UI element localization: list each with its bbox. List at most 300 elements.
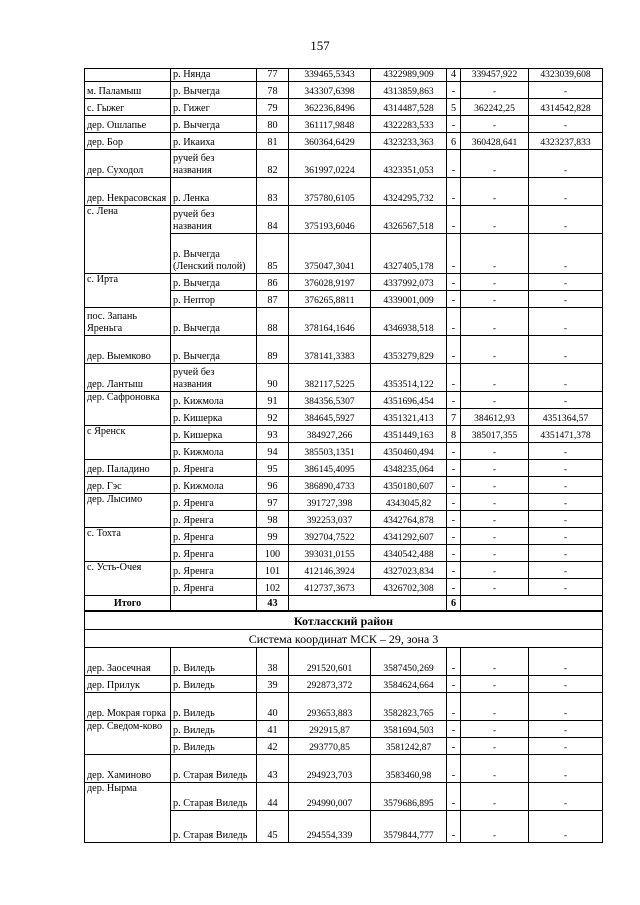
table-row	[85, 693, 603, 721]
table-row	[85, 206, 603, 234]
point-y-cell: -	[529, 116, 603, 133]
river-cell: р. Кижмола	[171, 392, 257, 409]
site-number-cell: 85	[257, 234, 289, 274]
table-row	[85, 392, 603, 409]
coord-x-cell: 361117,9848	[289, 116, 371, 133]
site-number-cell: 100	[257, 545, 289, 562]
point-number-cell: -	[447, 755, 461, 783]
coord-y-cell: 3584624,664	[371, 676, 447, 693]
point-number-cell: -	[447, 291, 461, 308]
coordinate-system-row	[85, 630, 603, 648]
table-row	[85, 460, 603, 477]
point-x-cell: -	[461, 460, 529, 477]
site-number-cell: 80	[257, 116, 289, 133]
river-cell: р. Яренга	[171, 460, 257, 477]
coord-y-cell: 4353514,122	[371, 364, 447, 392]
river-cell: р. Виледь	[171, 693, 257, 721]
point-number-cell: 6	[447, 133, 461, 150]
district-title: Котласский район	[85, 611, 603, 630]
point-number-cell: -	[447, 693, 461, 721]
settlement-cell: с. Лена	[85, 206, 171, 274]
site-number-cell: 42	[257, 738, 289, 755]
point-number-cell: -	[447, 494, 461, 511]
point-x-cell: -	[461, 150, 529, 178]
coord-x-cell: 384645,5927	[289, 409, 371, 426]
coord-y-cell: 4339001,009	[371, 291, 447, 308]
coord-y-cell: 4322283,533	[371, 116, 447, 133]
river-cell: р. Ленка	[171, 178, 257, 206]
coord-x-cell: 294554,339	[289, 811, 371, 843]
site-number-cell: 84	[257, 206, 289, 234]
settlement-cell: с Яренск	[85, 426, 171, 460]
point-y-cell: -	[529, 755, 603, 783]
table-row	[85, 494, 603, 511]
table-row	[85, 477, 603, 494]
settlement-cell	[85, 69, 171, 82]
site-number-cell: 38	[257, 648, 289, 676]
settlement-cell: дер. Гэс	[85, 477, 171, 494]
point-x-cell: -	[461, 721, 529, 738]
coord-y-cell: 4322989,909	[371, 69, 447, 82]
point-x-cell: -	[461, 274, 529, 291]
site-number-cell: 39	[257, 676, 289, 693]
table-row	[85, 82, 603, 99]
river-cell: р. Кишерка	[171, 409, 257, 426]
point-y-cell: -	[529, 291, 603, 308]
point-x-cell: 360428,641	[461, 133, 529, 150]
table-row	[85, 648, 603, 676]
coord-x-cell: 386890,4733	[289, 477, 371, 494]
coord-x-cell: 293770,85	[289, 738, 371, 755]
point-y-cell: 4351364,57	[529, 409, 603, 426]
site-number-cell: 79	[257, 99, 289, 116]
site-number-cell: 93	[257, 426, 289, 443]
table-row	[85, 755, 603, 783]
point-number-cell: 4	[447, 69, 461, 82]
coord-x-cell: 382117,5225	[289, 364, 371, 392]
site-number-cell: 78	[257, 82, 289, 99]
river-cell: р. Яренга	[171, 545, 257, 562]
point-y-cell: -	[529, 178, 603, 206]
coord-y-cell: 4326702,308	[371, 579, 447, 596]
total-blank	[289, 596, 447, 612]
table-row	[85, 364, 603, 392]
point-number-cell: -	[447, 82, 461, 99]
coord-y-cell: 4342764,878	[371, 511, 447, 528]
point-number-cell: 8	[447, 426, 461, 443]
site-number-cell: 89	[257, 336, 289, 364]
point-number-cell: -	[447, 562, 461, 579]
coord-y-cell: 3579686,895	[371, 783, 447, 811]
coord-y-cell: 4351449,163	[371, 426, 447, 443]
coord-y-cell: 4327023,834	[371, 562, 447, 579]
site-number-cell: 83	[257, 178, 289, 206]
coord-y-cell: 4350460,494	[371, 443, 447, 460]
point-x-cell: -	[461, 511, 529, 528]
coord-x-cell: 385503,1351	[289, 443, 371, 460]
site-number-cell: 102	[257, 579, 289, 596]
coord-y-cell: 4341292,607	[371, 528, 447, 545]
coord-y-cell: 4343045,82	[371, 494, 447, 511]
coord-y-cell: 4323351,053	[371, 150, 447, 178]
river-cell: р. Вычегда	[171, 116, 257, 133]
river-cell: р. Кижмола	[171, 443, 257, 460]
point-y-cell: -	[529, 234, 603, 274]
settlement-cell: дер. Паладино	[85, 460, 171, 477]
site-number-cell: 81	[257, 133, 289, 150]
coord-x-cell: 343307,6398	[289, 82, 371, 99]
table-row	[85, 150, 603, 178]
coord-y-cell: 4351321,413	[371, 409, 447, 426]
point-y-cell: -	[529, 528, 603, 545]
table-row	[85, 528, 603, 545]
settlement-cell: дер. Суходол	[85, 150, 171, 178]
settlement-cell: дер. Ошлапье	[85, 116, 171, 133]
point-x-cell: -	[461, 116, 529, 133]
river-cell: р. Икаиха	[171, 133, 257, 150]
river-cell: р. Кишерка	[171, 426, 257, 443]
point-x-cell: -	[461, 364, 529, 392]
site-number-cell: 41	[257, 721, 289, 738]
point-x-cell: -	[461, 579, 529, 596]
point-y-cell: -	[529, 336, 603, 364]
point-y-cell: -	[529, 562, 603, 579]
point-number-cell: -	[447, 392, 461, 409]
site-number-cell: 88	[257, 308, 289, 336]
point-y-cell: -	[529, 738, 603, 755]
point-x-cell: -	[461, 562, 529, 579]
point-number-cell: -	[447, 150, 461, 178]
table-row	[85, 426, 603, 443]
river-cell: р. Яренга	[171, 562, 257, 579]
coord-y-cell: 4346938,518	[371, 308, 447, 336]
coord-y-cell: 3582823,765	[371, 693, 447, 721]
coord-x-cell: 376028,9197	[289, 274, 371, 291]
point-y-cell: -	[529, 511, 603, 528]
point-number-cell: -	[447, 676, 461, 693]
coord-y-cell: 4314487,528	[371, 99, 447, 116]
coord-y-cell: 4351696,454	[371, 392, 447, 409]
point-x-cell: -	[461, 545, 529, 562]
point-y-cell: -	[529, 579, 603, 596]
table-row	[85, 562, 603, 579]
site-number-cell: 77	[257, 69, 289, 82]
river-cell: р. Виледь	[171, 721, 257, 738]
coord-y-cell: 4323233,363	[371, 133, 447, 150]
coordinate-system-title: Система координат МСК – 29, зона 3	[85, 630, 603, 648]
river-cell: р. Яренга	[171, 579, 257, 596]
table-row	[85, 133, 603, 150]
site-number-cell: 95	[257, 460, 289, 477]
coord-y-cell: 3581242,87	[371, 738, 447, 755]
total-blank	[461, 596, 603, 612]
coord-x-cell: 412737,3673	[289, 579, 371, 596]
point-y-cell: -	[529, 648, 603, 676]
point-x-cell: -	[461, 738, 529, 755]
settlement-cell: дер. Выемково	[85, 336, 171, 364]
river-cell: р. Гижег	[171, 99, 257, 116]
river-cell: р. Виледь	[171, 676, 257, 693]
coord-y-cell: 4350180,607	[371, 477, 447, 494]
site-number-cell: 99	[257, 528, 289, 545]
site-number-cell: 101	[257, 562, 289, 579]
point-y-cell: -	[529, 443, 603, 460]
river-cell: р. Яренга	[171, 511, 257, 528]
river-cell: р. Вычегда (Ленский полой)	[171, 234, 257, 274]
site-number-cell: 44	[257, 783, 289, 811]
coord-y-cell: 4327405,178	[371, 234, 447, 274]
river-cell: ручей без названия	[171, 150, 257, 178]
coord-x-cell: 376265,8811	[289, 291, 371, 308]
point-number-cell: -	[447, 116, 461, 133]
coord-x-cell: 412146,3924	[289, 562, 371, 579]
total-row	[85, 596, 603, 612]
point-x-cell: 339457,922	[461, 69, 529, 82]
point-x-cell: -	[461, 392, 529, 409]
settlement-cell: дер. Нырма	[85, 783, 171, 843]
settlement-cell: с. Ирта	[85, 274, 171, 308]
point-number-cell: -	[447, 460, 461, 477]
river-cell: р. Виледь	[171, 648, 257, 676]
point-y-cell: -	[529, 721, 603, 738]
river-cell: р. Кижмола	[171, 477, 257, 494]
site-number-cell: 96	[257, 477, 289, 494]
point-y-cell: 4323039,608	[529, 69, 603, 82]
site-number-cell: 91	[257, 392, 289, 409]
coord-x-cell: 360364,6429	[289, 133, 371, 150]
point-number-cell: -	[447, 206, 461, 234]
page-number: 157	[310, 38, 330, 53]
point-number-cell: -	[447, 811, 461, 843]
point-x-cell: -	[461, 494, 529, 511]
point-x-cell: -	[461, 336, 529, 364]
point-number-cell: -	[447, 648, 461, 676]
coord-x-cell: 375047,3041	[289, 234, 371, 274]
point-x-cell: -	[461, 477, 529, 494]
point-y-cell: -	[529, 545, 603, 562]
coord-x-cell: 392704,7522	[289, 528, 371, 545]
point-y-cell: 4351471,378	[529, 426, 603, 443]
river-cell: ручей без названия	[171, 206, 257, 234]
settlement-cell: дер. Бор	[85, 133, 171, 150]
point-y-cell: -	[529, 150, 603, 178]
table-row	[85, 676, 603, 693]
river-cell: р. Яренга	[171, 494, 257, 511]
river-cell: р. Виледь	[171, 738, 257, 755]
table-row	[85, 336, 603, 364]
point-number-cell: 5	[447, 99, 461, 116]
site-number-cell: 82	[257, 150, 289, 178]
coord-x-cell: 361997,0224	[289, 150, 371, 178]
point-x-cell: -	[461, 234, 529, 274]
settlement-cell: с. Гыжег	[85, 99, 171, 116]
coord-x-cell: 362236,8496	[289, 99, 371, 116]
point-x-cell: -	[461, 291, 529, 308]
site-number-cell: 45	[257, 811, 289, 843]
total-label: Итого	[85, 596, 171, 612]
river-cell: р. Старая Виледь	[171, 783, 257, 811]
river-cell: р. Яренга	[171, 528, 257, 545]
settlement-water-table	[84, 68, 603, 843]
point-x-cell: 384612,93	[461, 409, 529, 426]
site-number-cell: 90	[257, 364, 289, 392]
coord-x-cell: 293653,883	[289, 693, 371, 721]
point-y-cell: -	[529, 676, 603, 693]
point-number-cell: -	[447, 721, 461, 738]
point-y-cell: 4323237,833	[529, 133, 603, 150]
coord-y-cell: 3583460,98	[371, 755, 447, 783]
point-y-cell: -	[529, 274, 603, 291]
point-x-cell: -	[461, 783, 529, 811]
point-y-cell: -	[529, 460, 603, 477]
settlement-cell: дер. Заосечная	[85, 648, 171, 676]
point-y-cell: -	[529, 364, 603, 392]
point-number-cell: -	[447, 364, 461, 392]
point-number-cell: -	[447, 234, 461, 274]
site-number-cell: 87	[257, 291, 289, 308]
point-number-cell: -	[447, 783, 461, 811]
coord-x-cell: 384356,5307	[289, 392, 371, 409]
river-cell: р. Вычегда	[171, 308, 257, 336]
coord-y-cell: 4340542,488	[371, 545, 447, 562]
coord-x-cell: 375780,6105	[289, 178, 371, 206]
site-number-cell: 94	[257, 443, 289, 460]
coord-x-cell: 378141,3383	[289, 336, 371, 364]
point-number-cell: -	[447, 545, 461, 562]
coord-y-cell: 3587450,269	[371, 648, 447, 676]
point-y-cell: -	[529, 308, 603, 336]
point-number-cell: -	[447, 477, 461, 494]
point-y-cell: -	[529, 494, 603, 511]
settlement-cell: дер. Хаминово	[85, 755, 171, 783]
point-y-cell: -	[529, 82, 603, 99]
table-row	[85, 721, 603, 738]
total-count-points: 6	[447, 596, 461, 612]
site-number-cell: 86	[257, 274, 289, 291]
point-y-cell: -	[529, 392, 603, 409]
point-number-cell: -	[447, 443, 461, 460]
coord-x-cell: 384927,266	[289, 426, 371, 443]
river-cell: р. Старая Виледь	[171, 755, 257, 783]
table-row	[85, 178, 603, 206]
coord-y-cell: 4326567,518	[371, 206, 447, 234]
site-number-cell: 43	[257, 755, 289, 783]
point-x-cell: -	[461, 178, 529, 206]
point-x-cell: -	[461, 648, 529, 676]
point-number-cell: -	[447, 528, 461, 545]
coord-x-cell: 294990,007	[289, 783, 371, 811]
point-x-cell: 362242,25	[461, 99, 529, 116]
settlement-cell: дер. Прилук	[85, 676, 171, 693]
point-y-cell: -	[529, 783, 603, 811]
coord-y-cell: 4337992,073	[371, 274, 447, 291]
coord-x-cell: 378164,1646	[289, 308, 371, 336]
coord-x-cell: 294923,703	[289, 755, 371, 783]
point-number-cell: -	[447, 738, 461, 755]
settlement-cell: м. Паламыш	[85, 82, 171, 99]
settlement-cell: дер. Некрасовская	[85, 178, 171, 206]
settlement-cell: с. Тохта	[85, 528, 171, 562]
table-row	[85, 69, 603, 82]
point-y-cell: -	[529, 811, 603, 843]
coord-y-cell: 4348235,064	[371, 460, 447, 477]
table-row	[85, 99, 603, 116]
point-number-cell: -	[447, 511, 461, 528]
site-number-cell: 97	[257, 494, 289, 511]
site-number-cell: 98	[257, 511, 289, 528]
point-x-cell: -	[461, 693, 529, 721]
table-row	[85, 308, 603, 336]
coord-x-cell: 292873,372	[289, 676, 371, 693]
coord-y-cell: 4313859,863	[371, 82, 447, 99]
point-x-cell: -	[461, 676, 529, 693]
river-cell: р. Нептор	[171, 291, 257, 308]
point-x-cell: -	[461, 528, 529, 545]
coord-x-cell: 393031,0155	[289, 545, 371, 562]
table-row	[85, 274, 603, 291]
coord-x-cell: 292915,87	[289, 721, 371, 738]
settlement-cell: дер. Сафроновка	[85, 392, 171, 426]
settlement-cell: дер. Сведом-ково	[85, 721, 171, 755]
coord-y-cell: 4353279,829	[371, 336, 447, 364]
point-y-cell: -	[529, 477, 603, 494]
coord-x-cell: 392253,037	[289, 511, 371, 528]
river-cell: ручей без названия	[171, 364, 257, 392]
coord-x-cell: 375193,6046	[289, 206, 371, 234]
settlement-cell: дер. Лысимо	[85, 494, 171, 528]
point-number-cell: -	[447, 308, 461, 336]
coord-x-cell: 339465,5343	[289, 69, 371, 82]
settlement-cell: дер. Лантыш	[85, 364, 171, 392]
river-cell: р. Вычегда	[171, 82, 257, 99]
settlement-cell: дер. Мокрая горка	[85, 693, 171, 721]
site-number-cell: 40	[257, 693, 289, 721]
settlement-cell: с. Усть-Очея	[85, 562, 171, 596]
coord-x-cell: 391727,398	[289, 494, 371, 511]
point-y-cell: 4314542,828	[529, 99, 603, 116]
table-row	[85, 783, 603, 811]
point-x-cell: -	[461, 308, 529, 336]
point-x-cell: -	[461, 811, 529, 843]
river-cell: р. Няндa	[171, 69, 257, 82]
point-number-cell: -	[447, 579, 461, 596]
point-number-cell: -	[447, 178, 461, 206]
site-number-cell: 92	[257, 409, 289, 426]
point-number-cell: 7	[447, 409, 461, 426]
point-y-cell: -	[529, 693, 603, 721]
river-cell: р. Вычегда	[171, 274, 257, 291]
table-row	[85, 116, 603, 133]
total-blank	[171, 596, 257, 612]
total-count: 43	[257, 596, 289, 612]
river-cell: р. Вычегда	[171, 336, 257, 364]
river-cell: р. Старая Виледь	[171, 811, 257, 843]
district-header-row	[85, 611, 603, 630]
coord-y-cell: 4324295,732	[371, 178, 447, 206]
point-x-cell: -	[461, 82, 529, 99]
coord-y-cell: 3579844,777	[371, 811, 447, 843]
point-x-cell: -	[461, 443, 529, 460]
point-y-cell: -	[529, 206, 603, 234]
point-x-cell: 385017,355	[461, 426, 529, 443]
point-x-cell: -	[461, 755, 529, 783]
settlement-cell: пос. Запань Яреньга	[85, 308, 171, 336]
point-x-cell: -	[461, 206, 529, 234]
coord-y-cell: 3581694,503	[371, 721, 447, 738]
point-number-cell: -	[447, 336, 461, 364]
point-number-cell: -	[447, 274, 461, 291]
coord-x-cell: 386145,4095	[289, 460, 371, 477]
